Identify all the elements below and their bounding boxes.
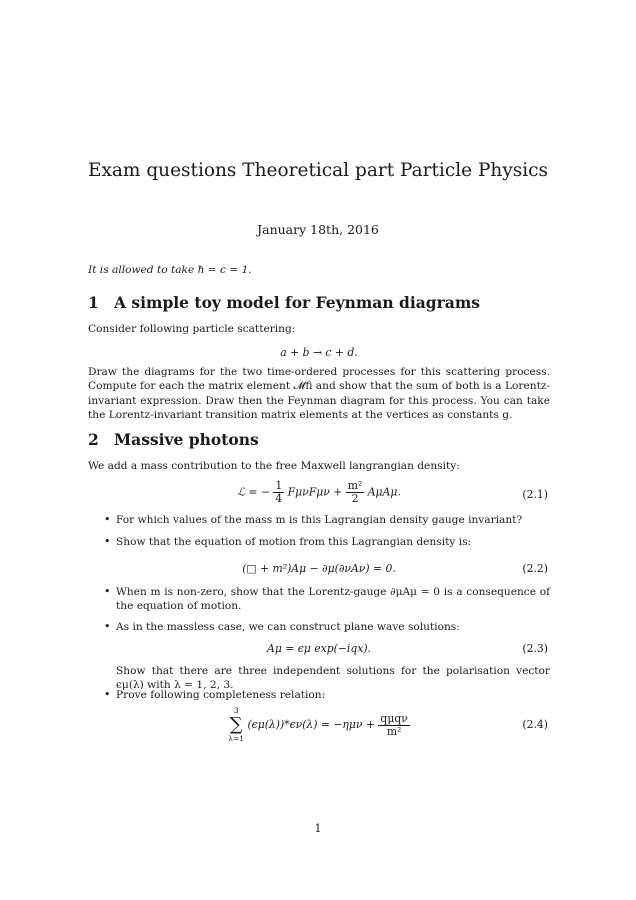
section-1-number: 1 xyxy=(88,293,99,312)
section-1-body: Draw the diagrams for the two time-ordered processes for this scattering process. Compute for each the matrix element 𝓜fi and show that the sum of both is a Lorentz-invariant expression. Draw then the Feynman diagram for this process. You can take the Lorentz-invariant transition matrix elements at the vertices as constants g. xyxy=(88,366,550,421)
bullet-5-text: Prove following completeness relation: xyxy=(116,689,326,701)
bullet-1-text: For which values of the mass m is this Lagrangian density gauge invariant? xyxy=(116,514,523,526)
equation-2-4-number: (2.4) xyxy=(522,718,548,731)
bullet-2-text: Show that the equation of motion from this Lagrangian density is: xyxy=(116,536,472,548)
fraction-m-squared-half: $\frac{\text{m²}}{2}$ xyxy=(347,479,363,505)
section-2-heading xyxy=(88,430,259,449)
section-2-title: Massive photons xyxy=(114,430,259,449)
equation-2-2: (□ + m²)Aμ − ∂μ(∂νAν) = 0. xyxy=(242,562,396,575)
bullet-4-text: As in the massless case, we can construct plane wave solutions: xyxy=(116,621,460,633)
bullet-marker: • xyxy=(104,535,111,548)
section-2-number: 2 xyxy=(88,430,99,449)
bullet-4-followup: Show that there are three independent solutions for the polarisation vector ϵμ(λ) with λ = 1, 2, 3. xyxy=(116,665,550,692)
section-1-heading xyxy=(88,293,480,312)
document-date: January 18th, 2016 xyxy=(257,222,379,237)
equation-2-3: Aμ = ϵμ exp(−iqx). xyxy=(267,642,371,655)
fraction-q-q-over-m2: $\frac{\text{qμqν}}{\text{m²}}$ xyxy=(380,711,408,738)
bullet-marker: • xyxy=(104,688,111,701)
bullet-3-text: When m is non-zero, show that the Lorentz-gauge ∂μAμ = 0 is a consequence of the equation of motion. xyxy=(116,586,550,613)
equation-2-1: ℒ = − $\frac{1}{4}$ FμνFμν + $\frac{\text{m²}}{2}$ AμAμ. xyxy=(237,479,401,505)
bullet-marker: • xyxy=(104,620,111,633)
bullet-marker: • xyxy=(104,513,111,526)
section-1-intro: Consider following particle scattering: xyxy=(88,323,296,335)
section-2-intro: We add a mass contribution to the free Maxwell langrangian density: xyxy=(88,460,460,472)
equation-2-1-number: (2.1) xyxy=(522,488,548,501)
equation-2-2-number: (2.2) xyxy=(522,562,548,575)
equation-2-4: 3 ∑ λ=1 (ϵμ(λ))*ϵν(λ) = −ημν + $\frac{\text{qμqν}}{\text{m²}}$ xyxy=(228,706,408,743)
equation-2-3-number: (2.3) xyxy=(522,642,548,655)
fraction-one-quarter: $\frac{1}{4}$ xyxy=(275,479,283,505)
summation-symbol: 3 ∑ λ=1 xyxy=(228,706,244,743)
bullet-marker: • xyxy=(104,585,111,598)
page-number: 1 xyxy=(314,822,322,835)
units-note: It is allowed to take ħ = c = 1. xyxy=(88,264,252,276)
document-title: Exam questions Theoretical part Particle Physics xyxy=(87,160,549,181)
reaction-equation: a + b → c + d. xyxy=(280,346,358,359)
section-1-title: A simple toy model for Feynman diagrams xyxy=(114,293,480,312)
